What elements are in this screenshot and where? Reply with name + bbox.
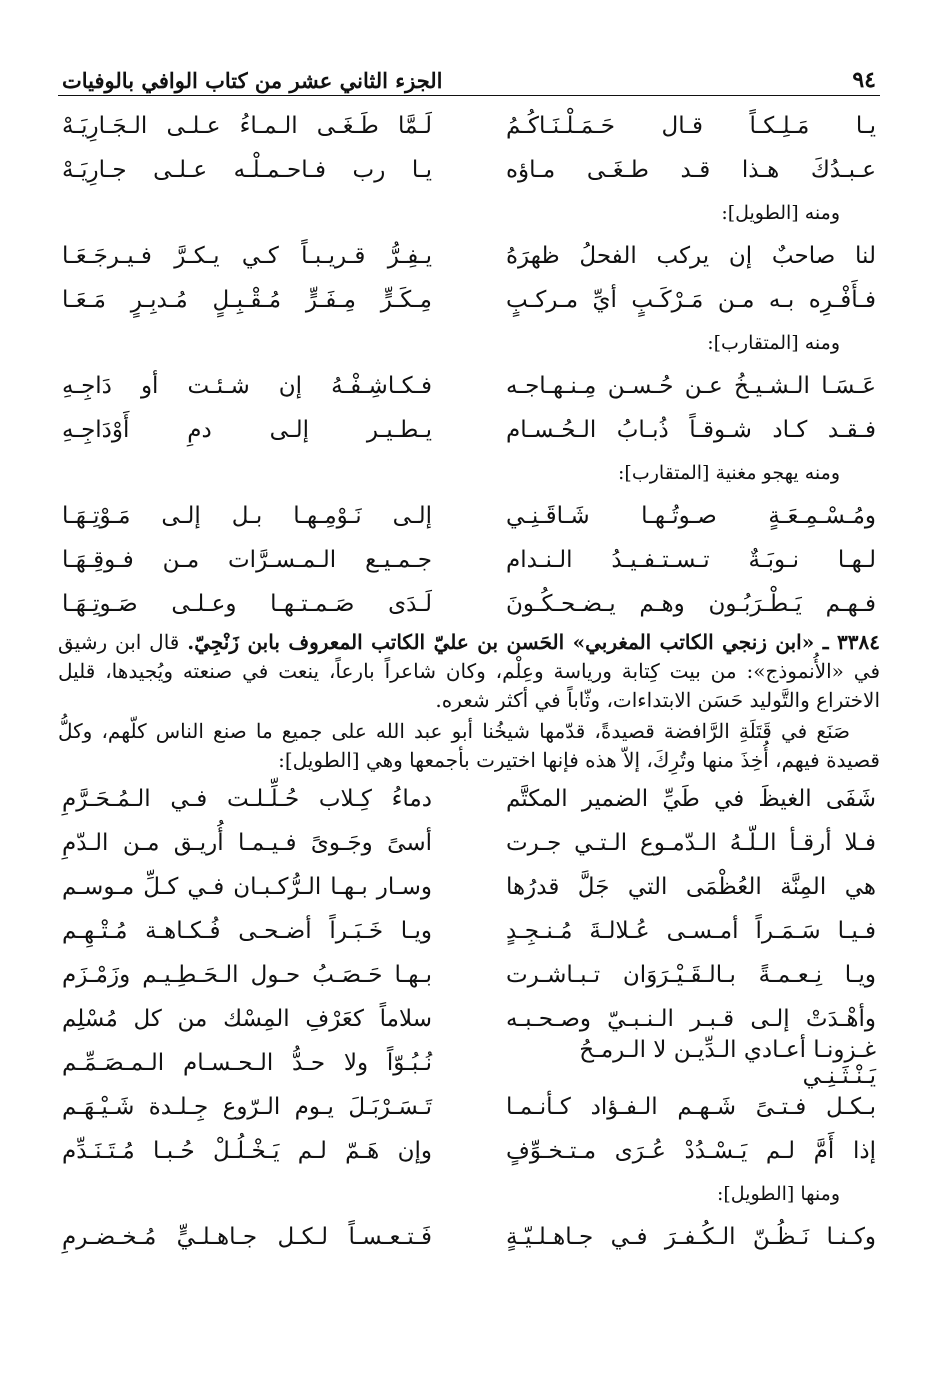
verse-line [58, 1129, 880, 1173]
first-hemistich: فـأَفْـرِه بـه مـن مَـرْكَـبٍ أيِّ مـركـبٍ [506, 287, 876, 313]
second-hemistich: جـمـيـع الـمـسـرَّات مـن فـوقِـهَـا [62, 547, 432, 573]
verse-line [58, 909, 880, 953]
second-hemistich: وسـار بـهـا الـرُّكـبـان فـي كـلِّ مـوسـم [62, 874, 432, 900]
verse-line [58, 953, 880, 997]
poem-block [58, 364, 880, 452]
verse-line [58, 821, 880, 865]
first-hemistich: إذا أَمَّ لـم يَـسْـدُدْ عُـرَى مـتـخـوِّفٍ [506, 1138, 876, 1164]
first-hemistich: فـلا أرقـأ الـلّـهُ الـدّمـوع الـتـي جـرت [506, 830, 876, 856]
entry-text: قال ابن رشيق في «الأُنموذج»: من بيت كِتابة ورياسة وعِلْم، وكان شاعراً بارعاً، ينعت في صنعته ويُجيدها، قليل الاختراع والتَّوليد حَسَن الابتداءات، وثّاباً في أكثر شعره. [58, 630, 880, 712]
page-number: ٩٤ [852, 67, 876, 93]
first-hemistich: لـهـا نـوبَـةٌ تـسـتـفـيـدُ الـنـدام [506, 547, 876, 573]
first-hemistich: شَفَى الغيظَ في طَيِّ الضمير المكتَّم [506, 786, 876, 812]
verse-line [58, 997, 880, 1041]
second-hemistich: لَـدَى صَـمـتـهـا وعـلـى صَـوتِـهَـا [62, 591, 432, 617]
entry-heading: ٣٣٨٤ ـ «ابن زنجي الكاتب المغربي» الحَسن بن عليّ الكاتب المعروف بابن زَنْجِيّ. [187, 630, 880, 654]
verse-line [58, 1037, 880, 1089]
poem-block [58, 234, 880, 322]
first-hemistich: فـهـم يَـطْـرَبُـون وهـم يـضـحـكُـونَ [506, 591, 876, 617]
biography-entry [58, 628, 880, 715]
second-hemistich: لَـمَّا طَـغَـى الـمـاءُ عـلـى الـجَـارِيَـهْ [62, 113, 432, 139]
running-title: الجزء الثاني عشر من كتاب الوافي بالوفيات [62, 68, 443, 93]
verse-line [58, 278, 880, 322]
poem-block [58, 104, 880, 192]
verse-line [58, 777, 880, 821]
verse-line [58, 408, 880, 452]
first-hemistich: عـبـدُكَ هـذا قـد طـغَـى مـاؤه [506, 157, 876, 183]
second-hemistich: يـفِـرُّ قـريـبـاً كـي يـكـرَّ فـيـرجَـعَـا [62, 243, 432, 269]
first-hemistich: عَـسَـا الـشـيـخُ عـن حُـسـن مِـنـهـاجـه [506, 373, 876, 399]
first-hemistich: وأهْـدَتْ إلـى قـبـر الـنـبـيّ وصـحـبـه [506, 1006, 876, 1032]
poem-block [58, 777, 880, 1173]
second-hemistich: يـا رب فـاحـمـلْـه عـلـى جـارِيَـهْ [62, 157, 432, 183]
verse-line [58, 538, 880, 582]
first-hemistich: ومُـسْـمِـعَـةٍ صـوتُـهـا شَـاقَـنِـي [506, 503, 876, 529]
first-hemistich: بـكـل فـتـىً شَـهـم الـفـؤاد كـأنـمـا [506, 1094, 876, 1120]
second-hemistich: بـهـا حَـصَـبُ حـول الـحَـطِـيـم وزَمْـزَم [62, 962, 432, 988]
second-hemistich: تَـسَـرْبَـلَ يـوم الـرّوع جِـلـدة شَـيْـهَـم [62, 1094, 432, 1120]
verse-line [58, 364, 880, 408]
meter-label: ومنها [الطويل]: [716, 1183, 840, 1205]
verse-line [58, 865, 880, 909]
first-hemistich: لنا صاحبٌ إن يركب الفحلُ ظهرَهُ [506, 243, 876, 269]
first-hemistich: يـا مَـلِـكـاً قـال حَـمَـلْـنَـاكُـمُ [506, 113, 876, 139]
second-hemistich: دماءُ كِـلاب حُـلِّـلـت فـي الـمُـحَـرَّمِ [62, 786, 432, 812]
first-hemistich: ويـا نِـعـمـةً بـالـقَـيْـرَوَان تـبـاشـرت [506, 962, 876, 988]
first-hemistich: غـزونـا أعـادي الـدِّيـن لا الـرمـحُ يَـنْـثَـنِـي [579, 1037, 876, 1089]
verse-line [58, 234, 880, 278]
second-hemistich: فـكـاشِـفْـهُ إن شـئـت أو دَاجِـهِ [62, 373, 432, 399]
second-hemistich: نُـبُـوّاً ولا حـدُّ الـحـسـام الـمـصَـمِّـم [62, 1050, 432, 1076]
verse-line [58, 1215, 880, 1259]
meter-label: ومنه يهجو مغنية [المتقارب]: [618, 462, 840, 484]
verse-line [58, 104, 880, 148]
second-hemistich: مِـكَـرٍّ مِـفَـرٍّ مُـقْـبِـلٍ مُـدبِـرٍ مَـعَـا [62, 287, 432, 313]
first-hemistich: هي المِنَّة العُظْمَى التي جَلَّ قدرُها [506, 874, 876, 900]
first-hemistich: فـيـا سَـمَـراً أمـسـى عُـلالـةَ مُـنـجِـدٍ [506, 918, 876, 944]
second-hemistich: إلـى نَـوْمِـهـا بـل إلـى مَـوْتِـهَـا [62, 503, 432, 529]
first-hemistich: وكـنـا نَـظُـنّ الـكُـفـرَ فـي جـاهـلـيّـةٍ [506, 1224, 876, 1250]
first-hemistich: فـقـد كـاد شـوقـاً ذُبـابُ الـحُـسـام [506, 417, 876, 443]
entry-paragraph: صَنَع في قَتَلَةِ الرَّافضة قصيدةً، قدّمها شيخُنا أبو عبد الله على جميع ما صنع الناس كلّهم، وكلُّ قصيدة فيهم، أُخِذَ منها وتُرِكَ، إلاّ هذه فإنها اختيرت بأجمعها وهي [الطويل]: [58, 719, 880, 772]
page-body [58, 104, 880, 1259]
second-hemistich: سلاماً كعَرْفِ المِسْك من كل مُسْلِم [62, 1006, 432, 1032]
verse-line [58, 148, 880, 192]
meter-label: ومنه [الطويل]: [721, 202, 840, 224]
second-hemistich: أسىً وجَـوىً فـيـمـا أُريـق مـن الـدّمِ [62, 830, 432, 856]
meter-label: ومنه [المتقارب]: [707, 332, 840, 354]
second-hemistich: ويـا خَـبَـراً أضـحـى فُـكـاهـة مُـتْـهِـم [62, 918, 432, 944]
verse-line [58, 582, 880, 626]
second-hemistich: يـطـيـر إلـى دمِ أَوْدَاجِـهِ [62, 417, 432, 443]
verse-line [58, 494, 880, 538]
verse-line [58, 1085, 880, 1129]
poem-block [58, 494, 880, 626]
page-header [58, 56, 880, 96]
poem-block [58, 1215, 880, 1259]
second-hemistich: فَـتـعـسـاً لـكـل جـاهـلـيٍّ مُـخـضـرمِ [62, 1224, 432, 1250]
second-hemistich: وإن هَـمّ لـم يَـخْـلُـلْ حُـبـا مُـتَـنَـدِّم [62, 1138, 432, 1164]
